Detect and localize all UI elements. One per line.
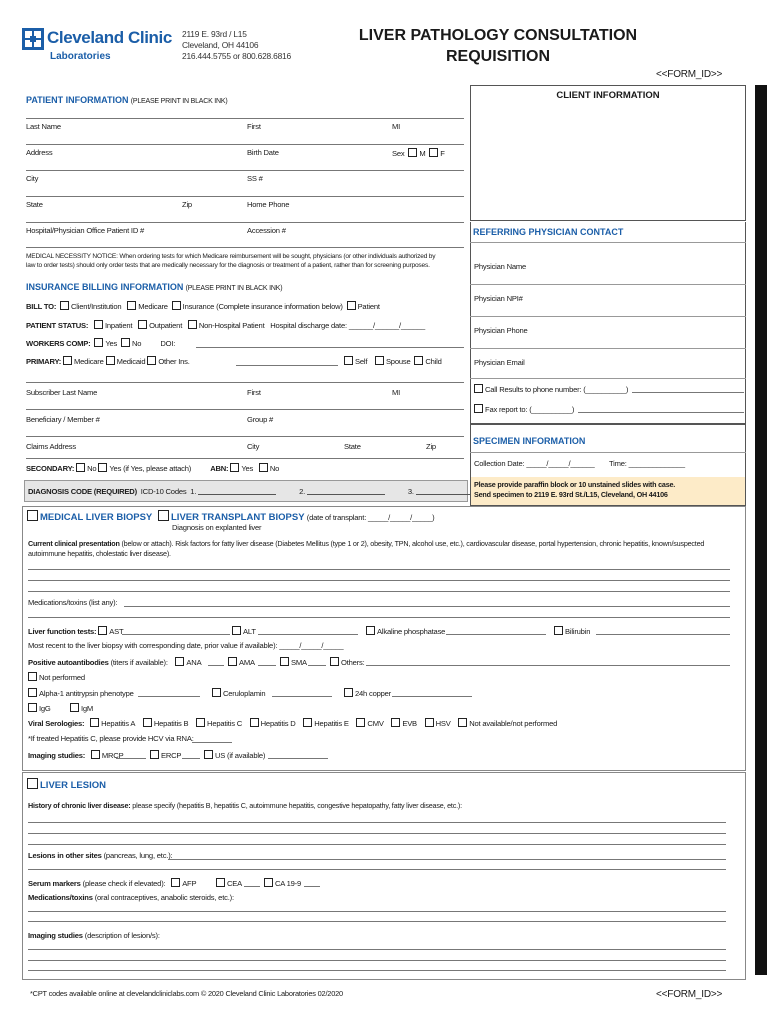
label-claims-state: State: [344, 442, 361, 451]
form-id-top: <<FORM_ID>>: [656, 69, 723, 80]
label-sub-mi: MI: [392, 388, 401, 397]
meds-note: (oral contraceptives, anabolic steroids, etc.):: [94, 893, 234, 902]
liver-lesion-checkbox[interactable]: [27, 778, 38, 789]
label-fax-report: Fax report to: (__________): [485, 405, 575, 414]
patient-status-row: [26, 320, 425, 330]
label-history: History of chronic liver disease:: [28, 801, 131, 810]
label-transplant-biopsy: LIVER TRANSPLANT BIOPSY: [171, 512, 305, 523]
label-subscriber: Subscriber Last Name: [26, 388, 98, 397]
label-medications: Medications/toxins (list any):: [28, 598, 118, 607]
label-discharge: Hospital discharge date: ______/______/______: [270, 321, 426, 330]
ercp-option: [150, 750, 181, 760]
insurance-section-title: [26, 282, 282, 292]
child-checkbox[interactable]: [414, 356, 423, 365]
label-abn: ABN:: [210, 464, 229, 473]
label-medicaid: Medicaid: [116, 357, 146, 366]
label-hepd: Hepatitis D: [260, 719, 296, 728]
label-a1at: Alpha-1 antitrypsin phenotype: [39, 689, 134, 698]
label-sma: SMA: [291, 658, 307, 667]
label-ercp: ERCP: [161, 751, 182, 760]
label-cerulo: Ceruloplamin: [223, 689, 266, 698]
label-sec-yes: Yes (if Yes, please attach): [109, 464, 192, 473]
physician-title: REFERRING PHYSICIAN CONTACT: [473, 227, 624, 237]
insurance-title: INSURANCE BILLING INFORMATION: [26, 282, 184, 292]
abn-yes-checkbox[interactable]: [230, 463, 239, 472]
ercp-checkbox[interactable]: [150, 750, 159, 759]
label-alt: ALT: [243, 627, 256, 636]
label-first: First: [247, 122, 261, 131]
ana-checkbox[interactable]: [175, 657, 184, 666]
history-row: [28, 802, 462, 809]
imaging-lesion-row: [28, 932, 160, 940]
label-collection-date: Collection Date: _____/_____/______: [474, 459, 595, 468]
ama-option: [228, 657, 255, 667]
clinical-text: (below or attach). Risk factors for fatty liver disease (Diabetes Mellitus (type 1 or 2), obesity, TPN, alcohol use, etc.), cardiovascular disease, portal hypertension, chronic hepatitis, known/suspected: [121, 539, 705, 548]
label-claims: Claims Address: [26, 442, 76, 451]
fax-report-checkbox[interactable]: [474, 404, 483, 413]
bili-checkbox[interactable]: [554, 626, 563, 635]
call-results-checkbox[interactable]: [474, 384, 483, 393]
label-child: Child: [425, 357, 442, 366]
sma-option: [280, 657, 307, 667]
hepa-checkbox[interactable]: [90, 718, 99, 727]
afp-checkbox[interactable]: [171, 878, 180, 887]
history-text: please specify (hepatitis B, hepatitis C, autoimmune hepatitis, congestive hepatopathy, fatty liver disease, etc.):: [132, 801, 462, 810]
label-other-ins: Other Ins.: [158, 357, 190, 366]
label-self: Self: [355, 357, 368, 366]
us-checkbox[interactable]: [204, 750, 213, 759]
label-inpatient: Inpatient: [104, 321, 133, 330]
label-na: Not available/not performed: [469, 719, 558, 728]
label-medicare2: Medicare: [74, 357, 104, 366]
label-ca199: CA 19-9: [275, 879, 302, 888]
label-liver-lesion: LIVER LESION: [40, 780, 106, 791]
patient-note: (PLEASE PRINT IN BLACK INK): [130, 98, 228, 105]
sma-checkbox[interactable]: [280, 657, 289, 666]
label-ebv: EVB: [402, 719, 417, 728]
specimen-title: SPECIMEN INFORMATION: [473, 436, 586, 446]
others-checkbox[interactable]: [330, 657, 339, 666]
label-explanted: Diagnosis on explanted liver: [172, 523, 262, 532]
lab-phone: 216.444.5755 or 800.628.6816: [182, 51, 291, 61]
ama-checkbox[interactable]: [228, 657, 237, 666]
medicare-notice-2: law to order tests) should only order tests that are medically necessary for the diagnosis or treatment of a patient, rather than for screening purposes.: [26, 262, 430, 269]
specimen-note-1: Please provide paraffin block or 10 unstained slides with case.: [474, 480, 676, 489]
patient-section-title: [26, 95, 228, 105]
label-f: F: [440, 149, 445, 158]
label-abn-yes: Yes: [241, 464, 254, 473]
workers-comp-row: [26, 338, 175, 348]
workers-no-checkbox[interactable]: [121, 338, 130, 347]
secondary-row: [26, 463, 279, 473]
label-sec-no: No: [87, 464, 97, 473]
mrcp-checkbox[interactable]: [91, 750, 100, 759]
label-meds: Medications/toxins: [28, 893, 93, 902]
label-igm: IgM: [81, 704, 94, 713]
label-ama: AMA: [239, 658, 255, 667]
label-diagnosis: DIAGNOSIS CODE (REQUIRED): [28, 487, 137, 496]
label-clinical: Current clinical presentation: [28, 539, 120, 548]
label-cea: CEA: [227, 879, 243, 888]
label-c1: 1.: [190, 487, 197, 496]
hsv-checkbox[interactable]: [425, 718, 434, 727]
a1at-checkbox[interactable]: [28, 688, 37, 697]
label-zip: Zip: [182, 200, 192, 209]
label-viral: Viral Serologies:: [28, 719, 85, 728]
workers-yes-checkbox[interactable]: [94, 338, 103, 347]
sex-options: [392, 148, 445, 158]
igg-option: [28, 703, 51, 713]
bill-medicare-checkbox[interactable]: [127, 301, 136, 310]
icd-code-1-input[interactable]: [198, 487, 276, 495]
not-performed-option: [28, 672, 85, 682]
copper-checkbox[interactable]: [344, 688, 353, 697]
label-lft: Liver function tests:: [28, 627, 97, 636]
imaging-row: [28, 750, 123, 760]
bili-option: [554, 626, 590, 636]
other-sites-note: (pancreas, lung, etc.):: [103, 851, 173, 860]
igg-checkbox[interactable]: [28, 703, 37, 712]
cmv-checkbox[interactable]: [356, 718, 365, 727]
lab-address-2: Cleveland, OH 44106: [182, 40, 259, 50]
label-bill-to: BILL TO:: [26, 302, 57, 311]
medical-biopsy-option[interactable]: [27, 510, 152, 523]
insurance-note: (PLEASE PRINT IN BLACK INK): [185, 285, 283, 292]
label-last-name: Last Name: [26, 122, 61, 131]
igm-option: [70, 703, 93, 713]
label-non-hospital: Non-Hospital Patient: [198, 321, 265, 330]
label-hepa: Hepatitis A: [101, 719, 136, 728]
label-auto: Positive autoantibodies: [28, 658, 109, 667]
specimen-note-2: Send specimen to 2119 E. 93rd St./L15, Cleveland, OH 44106: [474, 490, 668, 499]
spouse-checkbox[interactable]: [375, 356, 384, 365]
label-physician-npi: Physician NPI#: [474, 294, 523, 303]
alt-option: [232, 626, 256, 636]
label-afp: AFP: [182, 879, 197, 888]
bill-insurance-checkbox[interactable]: [172, 301, 181, 310]
autoantibodies-row: [28, 657, 201, 667]
alk-checkbox[interactable]: [366, 626, 375, 635]
label-hsv: HSV: [435, 719, 451, 728]
hepb-checkbox[interactable]: [143, 718, 152, 727]
label-not-performed: Not performed: [39, 673, 85, 682]
label-time: Time: ______________: [609, 459, 685, 468]
label-hepe: Hepatitis E: [314, 719, 349, 728]
label-claims-city: City: [247, 442, 260, 451]
label-hepb: Hepatitis B: [153, 719, 189, 728]
label-medical-biopsy: MEDICAL LIVER BIOPSY: [40, 512, 153, 523]
label-treated: *If treated Hepatitis C, please provide HCV via RNA:: [28, 734, 194, 743]
label-auto-note: (titers if available):: [110, 658, 168, 667]
hepe-checkbox[interactable]: [303, 718, 312, 727]
medical-biopsy-checkbox[interactable]: [27, 510, 38, 521]
cerulo-checkbox[interactable]: [212, 688, 221, 697]
label-mi: MI: [392, 122, 401, 131]
transplant-biopsy-option[interactable]: [158, 510, 435, 523]
na-checkbox[interactable]: [458, 718, 467, 727]
bill-to-row: [26, 301, 380, 311]
label-physician-name: Physician Name: [474, 262, 527, 271]
clinical-presentation: [28, 540, 704, 547]
primary-medicare-checkbox[interactable]: [63, 356, 72, 365]
label-sex: Sex: [392, 149, 405, 158]
meds-row: [28, 894, 234, 902]
igm-checkbox[interactable]: [70, 703, 79, 712]
other-sites-row: [28, 852, 172, 860]
label-secondary: SECONDARY:: [26, 464, 75, 473]
label-us: US (if available): [215, 751, 266, 760]
label-birth-date: Birth Date: [247, 148, 279, 157]
label-outpatient: Outpatient: [149, 321, 183, 330]
abn-no-checkbox[interactable]: [259, 463, 268, 472]
primary-row: [26, 356, 190, 366]
clinical-text-2: autoimmune hepatitis, cholestatic liver disease).: [28, 549, 171, 558]
label-m: M: [419, 149, 426, 158]
form-title-1: LIVER PATHOLOGY CONSULTATION: [358, 27, 638, 44]
label-ss: SS #: [247, 174, 263, 183]
ebv-checkbox[interactable]: [391, 718, 400, 727]
hepc-checkbox[interactable]: [196, 718, 205, 727]
label-igg: IgG: [39, 704, 51, 713]
us-option: [204, 750, 265, 760]
logo-sub: Laboratories: [50, 51, 111, 62]
not-performed-checkbox[interactable]: [28, 672, 37, 681]
label-alk: Alkaline phosphatase: [377, 627, 446, 636]
logo-name: Cleveland Clinic: [47, 28, 172, 47]
alk-option: [366, 626, 445, 636]
form-title-2: REQUISITION: [445, 48, 550, 65]
label-bili: Bilirubin: [565, 627, 591, 636]
cea-checkbox[interactable]: [216, 878, 225, 887]
cea-option: [216, 878, 242, 888]
label-address: Address: [26, 148, 53, 157]
lab-address-1: 2119 E. 93rd / L15: [182, 29, 247, 39]
outpatient-checkbox[interactable]: [138, 320, 147, 329]
label-others: Others:: [341, 658, 365, 667]
cerulo-option: [212, 688, 265, 698]
label-icd: ICD-10 Codes: [140, 487, 187, 496]
footer-text: *CPT codes available online at clevelandcliniclabs.com © 2020 Cleveland Clinic Laboratories 02/2020: [30, 989, 343, 998]
label-hepc: Hepatitis C: [207, 719, 242, 728]
label-transplant-date: (date of transplant: _____/_____/_____): [306, 513, 435, 522]
label-abn-no: No: [269, 464, 280, 473]
label-client-inst: Client/Institution: [71, 302, 122, 311]
relation-row: [344, 356, 442, 366]
inpatient-checkbox[interactable]: [94, 320, 103, 329]
label-patient: Patient: [357, 302, 380, 311]
label-patient-status: PATIENT STATUS:: [26, 321, 89, 330]
viral-row: [28, 718, 557, 728]
client-info-title: CLIENT INFORMATION: [556, 90, 660, 101]
medicare-notice-1: MEDICAL NECESSITY NOTICE: When ordering tests for which Medicare reimbursement will be sought, physicians (or other individuals authorized by: [26, 253, 436, 260]
sex-f-checkbox[interactable]: [429, 148, 438, 157]
label-c2: 2.: [299, 487, 306, 496]
label-sub-first: First: [247, 388, 261, 397]
a1at-option: [28, 688, 134, 698]
bill-client-checkbox[interactable]: [60, 301, 69, 310]
label-accession: Accession #: [247, 226, 286, 235]
lft-row: [28, 626, 123, 636]
label-ana: ANA: [186, 658, 202, 667]
label-copper: 24h copper: [355, 689, 391, 698]
label-cmv: CMV: [367, 719, 384, 728]
label-other-sites: Lesions in other sites: [28, 851, 102, 860]
label-lesion-imaging: Imaging studies: [28, 931, 83, 940]
form-id-bottom: <<FORM_ID>>: [656, 989, 723, 1000]
label-no: No: [131, 339, 142, 348]
label-spouse: Spouse: [385, 357, 411, 366]
label-hospital-id: Hospital/Physician Office Patient ID #: [26, 226, 145, 235]
self-checkbox[interactable]: [344, 356, 353, 365]
label-home-phone: Home Phone: [247, 200, 290, 209]
sex-m-checkbox[interactable]: [408, 148, 417, 157]
icd-code-2-input[interactable]: [307, 487, 385, 495]
label-group: Group #: [247, 415, 274, 424]
label-state: State: [26, 200, 43, 209]
label-mrcp: MRCP: [101, 751, 124, 760]
label-c3: 3.: [407, 487, 414, 496]
call-results-row: [474, 384, 628, 394]
side-bar: [755, 85, 767, 975]
label-workers-comp: WORKERS COMP:: [26, 339, 91, 348]
diagnosis-row: [28, 487, 494, 496]
label-city: City: [26, 174, 39, 183]
logo: [22, 28, 44, 50]
secondary-yes-checkbox[interactable]: [98, 463, 107, 472]
non-hospital-checkbox[interactable]: [188, 320, 197, 329]
label-imaging: Imaging studies:: [28, 751, 86, 760]
cleveland-clinic-logo-icon: [22, 28, 44, 50]
label-primary: PRIMARY:: [26, 357, 62, 366]
label-physician-email: Physician Email: [474, 358, 525, 367]
transplant-biopsy-checkbox[interactable]: [158, 510, 169, 521]
ca199-option: [264, 878, 301, 888]
primary-medicaid-checkbox[interactable]: [106, 356, 115, 365]
patient-title: PATIENT INFORMATION: [26, 95, 129, 105]
alt-checkbox[interactable]: [232, 626, 241, 635]
label-insurance: Insurance (Complete insurance information below): [182, 302, 343, 311]
label-claims-zip: Zip: [426, 442, 436, 451]
label-beneficiary: Beneficiary / Member #: [26, 415, 100, 424]
secondary-no-checkbox[interactable]: [76, 463, 85, 472]
fax-report-row: [474, 404, 574, 414]
label-yes: Yes: [105, 339, 118, 348]
ast-checkbox[interactable]: [98, 626, 107, 635]
hepd-checkbox[interactable]: [250, 718, 259, 727]
ca199-checkbox[interactable]: [264, 878, 273, 887]
copper-option: [344, 688, 391, 698]
label-doi: DOI:: [160, 339, 176, 348]
label-serum: Serum markers: [28, 879, 81, 888]
liver-lesion-option[interactable]: [27, 778, 106, 791]
bill-patient-checkbox[interactable]: [347, 301, 356, 310]
client-info-box[interactable]: [470, 85, 746, 221]
primary-other-checkbox[interactable]: [147, 356, 156, 365]
label-physician-phone: Physician Phone: [474, 326, 528, 335]
serum-row: [28, 878, 196, 888]
label-recent: Most recent to the liver biopsy with corresponding date, prior value if available): _____/_____/_____: [28, 641, 344, 650]
label-call-results: Call Results to phone number: (__________): [485, 385, 629, 394]
others-option: [330, 657, 365, 667]
serum-note: (please check if elevated):: [82, 879, 166, 888]
label-medicare: Medicare: [138, 302, 168, 311]
lesion-imaging-note: (description of lesion/s):: [84, 931, 160, 940]
label-ast: AST: [109, 627, 124, 636]
